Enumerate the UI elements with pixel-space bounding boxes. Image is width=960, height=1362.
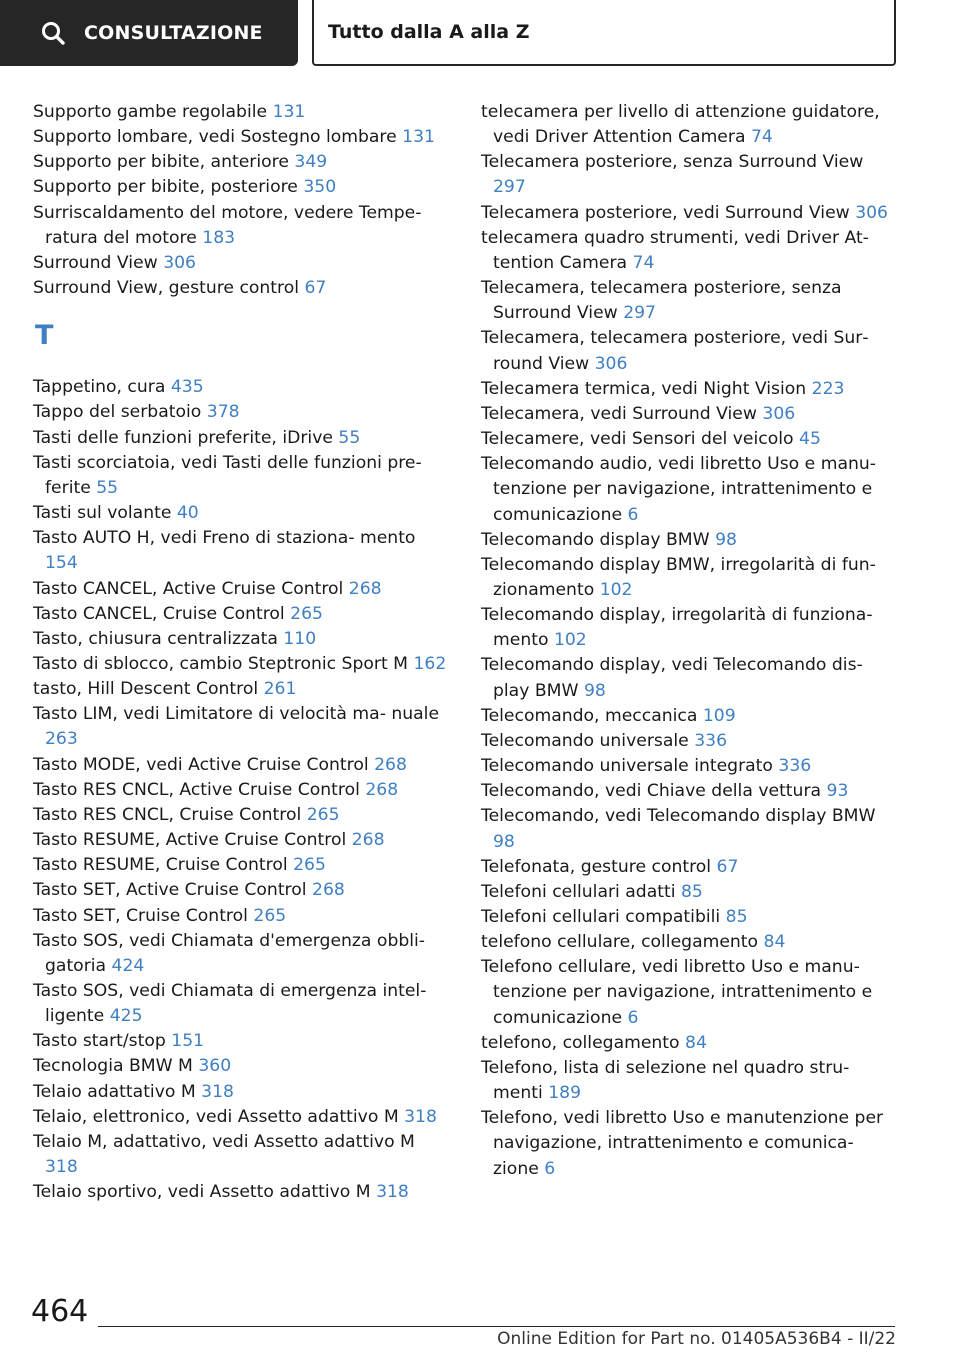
page-reference-link[interactable]: 6 [627,1007,639,1028]
index-entry [33,702,453,752]
page-reference-link[interactable]: 85 [725,907,748,927]
entry-term: Telefoni cellulari compatibili [481,907,721,927]
page-reference-link[interactable]: 265 [290,603,323,624]
entry-term: Tasto RESUME, Active Cruise Control [33,830,347,851]
entry-term: Tasto LIM, vedi Limitatore di velocità ma‐ nuale [33,704,440,725]
page-reference-link[interactable]: 336 [778,756,812,777]
page-reference-link[interactable]: 306 [855,202,888,223]
page-reference-link[interactable]: 98 [583,680,606,701]
page-reference-link[interactable]: 102 [553,630,587,651]
page-reference-link[interactable]: 154 [45,553,78,574]
page-reference-link[interactable]: 318 [45,1157,78,1178]
footer-divider [98,1326,895,1327]
entry-term: Telaio sportivo, vedi Assetto adattivo M [33,1182,371,1203]
page-reference-link[interactable]: 297 [623,303,656,324]
page-reference-link[interactable]: 40 [176,503,199,524]
page-number: 464 [31,1294,89,1329]
page-reference-link[interactable]: 306 [163,252,196,273]
page-reference-link[interactable]: 109 [702,705,736,726]
page-reference-link[interactable]: 131 [402,127,435,148]
page-reference-link[interactable]: 223 [811,378,845,399]
page-reference-link[interactable]: 74 [632,252,655,273]
entry-term: Telaio M, adattativo, vedi Assetto adattivo M [33,1131,415,1152]
index-entry [481,1031,899,1056]
entry-term: Telecamere, vedi Sensori del veicolo [481,429,794,450]
index-entry [33,100,453,125]
index-entry [481,427,899,452]
index-entry [481,100,899,150]
section-letter: T [35,320,54,352]
index-entry [481,226,899,276]
entry-term: Tappetino, cura [33,377,166,398]
entry-term: Telecamera termica, vedi Night Vision [481,378,807,399]
page-reference-link[interactable]: 265 [253,905,287,926]
entry-term: Telefono, lista di selezione nel quadro stru‐ menti [481,1057,850,1104]
entry-term: Supporto lombare, vedi Sostegno lombare [33,127,397,148]
page-reference-link[interactable]: 306 [594,353,628,374]
page-reference-link[interactable]: 268 [374,754,407,775]
page-reference-link[interactable]: 336 [694,730,728,751]
entry-term: Telecomando, meccanica [481,705,698,726]
page-reference-link[interactable]: 265 [306,804,340,825]
index-entry [33,1180,453,1205]
index-entry [481,201,899,226]
entry-term: Surround View [33,252,158,273]
entry-term: Telecomando display, vedi Telecomando dis‐ play BMW [481,655,863,701]
page-reference-link[interactable]: 162 [413,653,447,674]
index-entry [33,201,453,251]
index-entry [481,955,899,1030]
page-reference-link[interactable]: 102 [599,579,633,600]
index-entry [481,880,899,905]
index-entry [33,828,453,853]
index-entry [33,627,453,652]
entry-term: Telecomando, vedi Chiave della vettura [481,781,822,802]
entry-term: Tasto CANCEL, Active Cruise Control [33,578,344,599]
index-entry [33,878,453,903]
entry-term: Tappo del serbatoio [33,402,202,423]
page-reference-link[interactable]: 349 [294,152,328,173]
entry-term: Telecamera, telecamera posteriore, senza Surround View [481,278,842,324]
page-reference-link[interactable]: 360 [198,1056,232,1077]
index-entry [481,704,899,729]
index-entry [33,175,453,200]
entry-term: Telecamera posteriore, vedi Surround View [481,202,850,223]
page-reference-link[interactable]: 85 [680,881,703,902]
index-entry [481,603,899,653]
entry-term: telefono cellulare, collegamento [481,932,759,953]
index-entry [481,754,899,779]
entry-term: Tasto di sblocco, cambio Steptronic Sport M [33,653,408,674]
entry-term: Telefono cellulare, vedi libretto Uso e manu‐ tenzione per navigazione, intrattenimento e comunicazione [481,957,873,1028]
page-reference-link[interactable]: 67 [716,856,739,877]
entry-term: Tasto start/stop [33,1031,166,1052]
page-reference-link[interactable]: 268 [348,578,382,599]
index-entry [481,150,899,200]
entry-term: Tasti scorciatoia, vedi Tasti delle funzioni pre‐ ferite [33,452,422,498]
index-entry [33,1130,453,1180]
entry-list-t [33,375,453,1205]
index-entry [33,929,453,979]
index-entry [33,1054,453,1079]
search-icon [40,20,66,46]
entry-term: Tasto SOS, vedi Chiamata d'emergenza obbli‐ gatoria [33,930,426,976]
index-entry [481,528,899,553]
entry-term: Telecomando audio, vedi libretto Uso e manu‐ tenzione per navigazione, intrattenimento e comunicazione [481,454,876,525]
entry-list-t-continued [481,100,899,1182]
index-entry [481,779,899,804]
index-entry [33,125,453,150]
section-label: CONSULTAZIONE [84,22,263,44]
page-reference-link[interactable]: 55 [96,477,119,498]
entry-term: Tasto RES CNCL, Active Cruise Control [33,779,360,800]
page-reference-link[interactable]: 261 [263,679,297,700]
index-entry [33,904,453,929]
index-entry [481,804,899,854]
page-reference-link[interactable]: 318 [201,1081,234,1102]
entry-term: Tecnologia BMW M [33,1056,193,1077]
entry-term: Telefoni cellulari adatti [481,881,676,902]
index-entry [33,526,453,576]
page-reference-link[interactable]: 268 [312,880,345,901]
page-reference-link[interactable]: 297 [493,177,526,198]
index-entry [33,501,453,526]
index-entry [481,377,899,402]
index-entry [33,853,453,878]
page-reference-link[interactable]: 378 [206,402,240,423]
entry-term: Surriscaldamento del motore, vedere Tempe‐ ratura del motore [33,202,422,248]
index-entry [33,375,453,400]
section-tab[interactable] [0,0,298,66]
page-reference-link[interactable]: 435 [170,377,204,398]
entry-term: Telecomando display BMW, irregolarità di fun‐ zionamento [481,554,876,600]
entry-term: Telecamera, vedi Surround View [481,403,757,424]
index-column-right [481,100,899,1182]
entry-term: Tasto RESUME, Cruise Control [33,855,288,876]
entry-term: tasto, Hill Descent Control [33,679,259,700]
entry-term: Telecomando, vedi Telecomando display BMW [481,806,876,827]
index-entry [481,276,899,326]
page-reference-link[interactable]: 93 [826,781,849,802]
entry-term: Tasto AUTO H, vedi Freno di staziona‐ mento [33,528,416,549]
index-entry [481,729,899,754]
page-reference-link[interactable]: 350 [303,177,337,198]
entry-term: Tasto SET, Active Cruise Control [33,880,307,901]
index-entry [481,402,899,427]
index-entry [33,1029,453,1054]
index-entry [33,979,453,1029]
page-header [0,0,896,66]
entry-term: Tasto CANCEL, Cruise Control [33,603,285,624]
entry-term: Telefonata, gesture control [481,856,712,877]
page-reference-link[interactable]: 189 [548,1083,582,1104]
entry-term: Supporto per bibite, posteriore [33,177,298,198]
index-entry [481,930,899,955]
entry-term: telefono, collegamento [481,1032,680,1053]
index-entry [33,577,453,602]
entry-term: Telaio, elettronico, vedi Assetto adattivo M [33,1106,399,1127]
page-reference-link[interactable]: 55 [338,427,361,448]
entry-term: Tasto RES CNCL, Cruise Control [33,804,302,825]
entry-term: Tasti sul volante [33,503,172,524]
index-entry [33,602,453,627]
index-entry [33,753,453,778]
page-reference-link[interactable]: 6 [544,1158,556,1179]
page-reference-link[interactable]: 6 [627,504,639,525]
index-entry [33,652,453,677]
index-entry [33,803,453,828]
entry-term: Telecamera, telecamera posteriore, vedi Sur‐ round View [481,328,869,374]
index-entry [481,1056,899,1106]
page-reference-link[interactable]: 98 [715,529,737,550]
page-reference-link[interactable]: 151 [171,1031,205,1052]
edition-note: Online Edition for Part no. 01405A536B4 - II/22 [497,1329,896,1349]
index-entry [481,855,899,880]
entry-term: Surround View, gesture control [33,278,300,299]
index-entry [33,251,453,276]
entry-term: Supporto per bibite, anteriore [33,152,289,173]
entry-term: telecamera per livello di attenzione guidatore, vedi Driver Attention Camera [481,102,880,148]
page-reference-link[interactable]: 306 [762,403,796,424]
entry-term: Tasto SOS, vedi Chiamata di emergenza intel‐ ligente [33,981,427,1027]
index-entry [33,150,453,175]
page-reference-link[interactable]: 183 [202,227,236,248]
entry-term: Tasti delle funzioni preferite, iDrive [33,427,333,448]
page-title: Tutto dalla A alla Z [312,0,896,66]
entry-term: telecamera quadro strumenti, vedi Driver At‐ tention Camera [481,227,869,273]
page-reference-link[interactable]: 425 [109,1006,143,1027]
index-entry [33,426,453,451]
entry-term: Telecomando display, irregolarità di funziona‐ mento [481,605,873,651]
page-reference-link[interactable]: 318 [404,1106,437,1127]
entry-term: Telecomando display BMW [481,529,710,550]
index-entry [33,1080,453,1105]
index-column-left [33,100,453,1205]
page-reference-link[interactable]: 74 [750,127,773,148]
page-reference-link[interactable]: 131 [272,102,306,122]
entry-term: Telaio adattativo M [33,1081,196,1102]
page-reference-link[interactable]: 84 [685,1032,707,1053]
page-reference-link[interactable]: 98 [493,831,515,852]
page-reference-link[interactable]: 268 [351,830,385,851]
index-entry [481,1106,899,1181]
index-entry [33,778,453,803]
index-entry [33,1105,453,1130]
index-entry [33,677,453,702]
page-reference-link[interactable]: 268 [365,779,399,800]
index-entry [33,451,453,501]
index-entry [33,400,453,425]
page-reference-link[interactable]: 45 [799,429,821,450]
index-entry [481,326,899,376]
page-reference-link[interactable]: 67 [304,278,327,299]
entry-term: Tasto, chiusura centralizzata [33,628,278,649]
page-reference-link[interactable]: 318 [376,1182,409,1203]
index-entry [481,905,899,930]
page-reference-link[interactable]: 265 [293,855,326,876]
index-entry [481,653,899,703]
entry-term: Tasto MODE, vedi Active Cruise Control [33,754,369,775]
entry-term: Telecomando universale integrato [481,756,773,777]
entry-term: Telefono, vedi libretto Uso e manutenzione per navigazione, intrattenimento e comunica‐ zione [481,1108,884,1179]
entry-term: Telecamera posteriore, senza Surround View [481,152,864,173]
entry-term: Tasto SET, Cruise Control [33,905,248,926]
index-entry [481,452,899,527]
index-entry [481,553,899,603]
page-reference-link[interactable]: 84 [763,932,786,953]
page-reference-link[interactable]: 110 [283,628,317,649]
entry-list-s [33,100,453,301]
page-reference-link[interactable]: 424 [111,955,145,976]
index-entry [33,276,453,301]
entry-term: Telecomando universale [481,730,689,751]
page-reference-link[interactable]: 263 [45,729,78,750]
entry-term: Supporto gambe regolabile [33,102,268,122]
